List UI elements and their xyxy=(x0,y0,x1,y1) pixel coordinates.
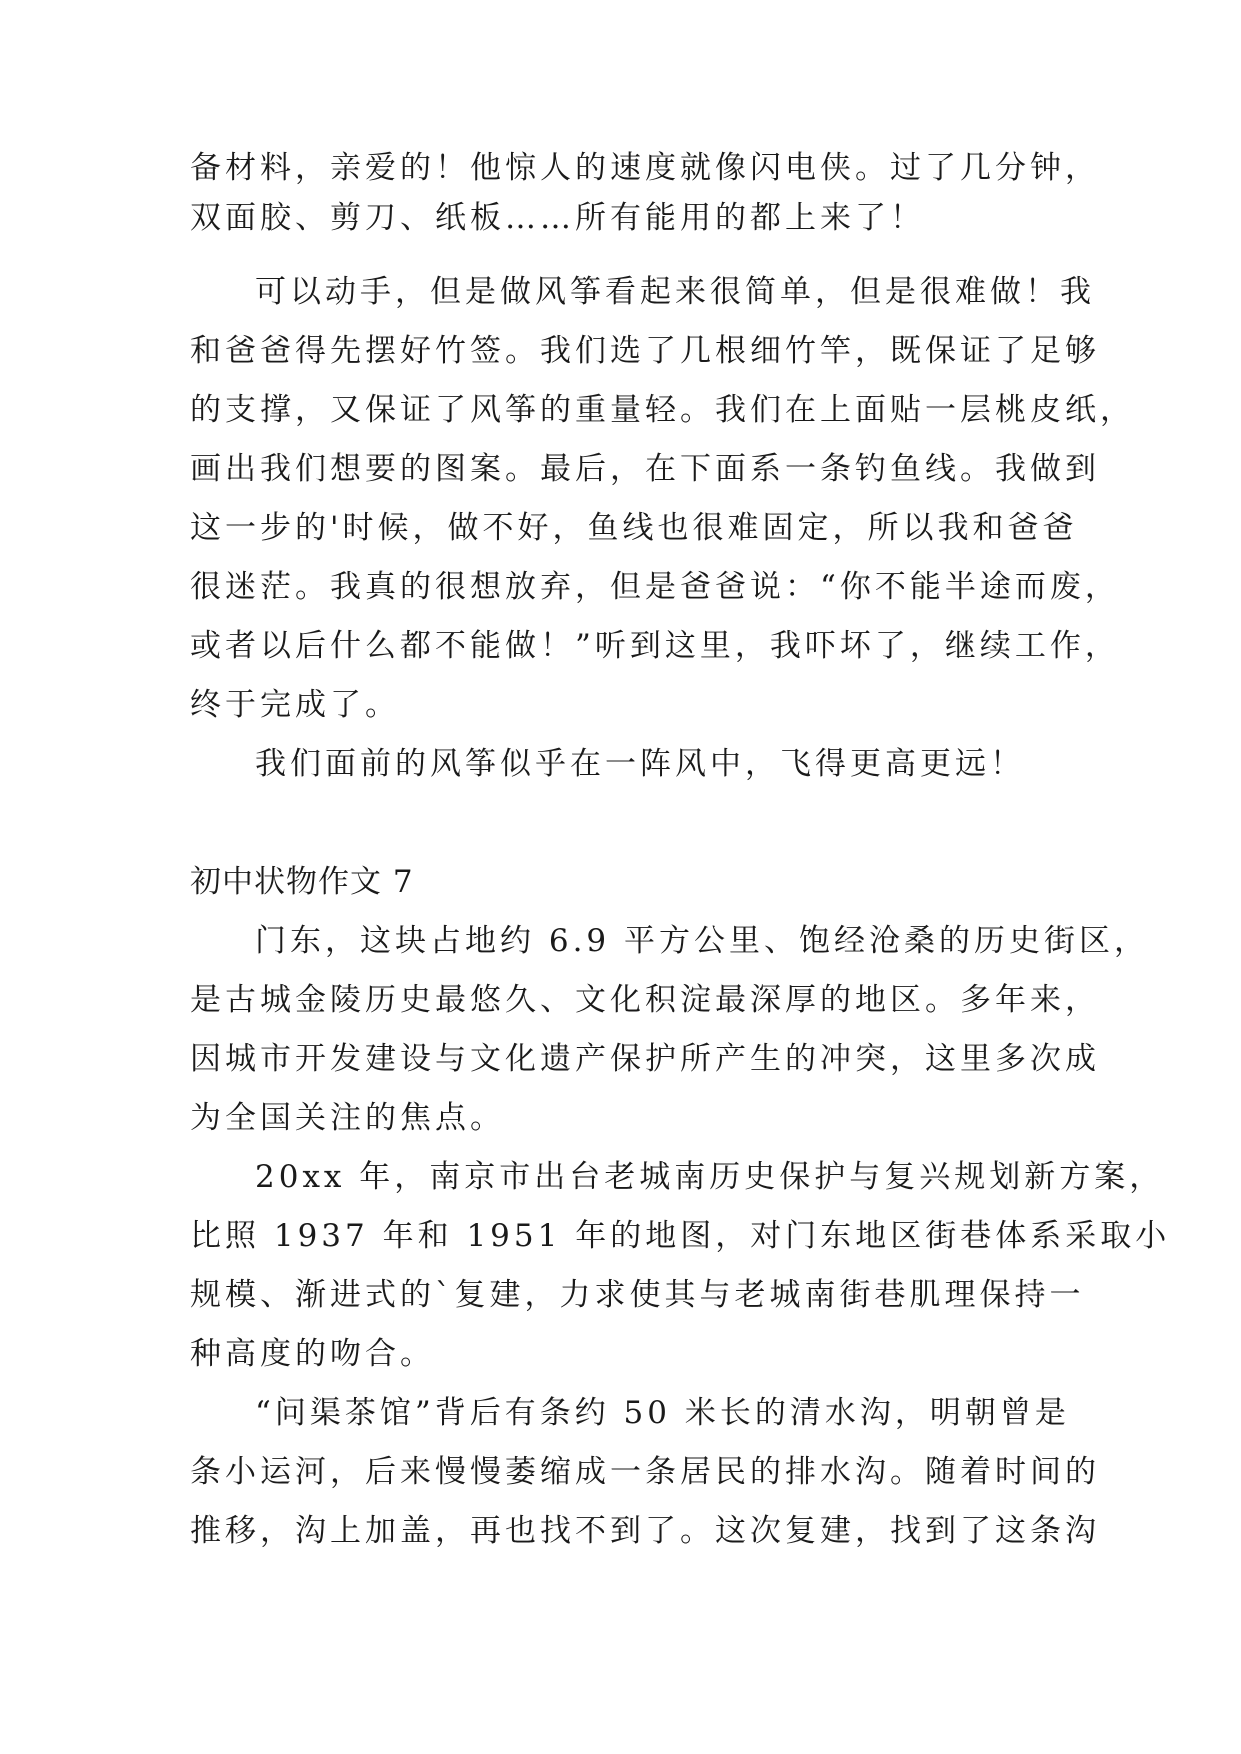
text-line: 画出我们想要的图案。最后，在下面系一条钓鱼线。我做到 xyxy=(190,451,1100,487)
text-line: 条小运河，后来慢慢萎缩成一条居民的排水沟。随着时间的 xyxy=(190,1454,1100,1490)
text-line: 和爸爸得先摆好竹签。我们选了几根细竹竿，既保证了足够 xyxy=(190,333,1100,369)
section-heading: 初中状物作文 7 xyxy=(190,864,414,900)
text-line: 规模、渐进式的`复建，力求使其与老城南街巷肌理保持一 xyxy=(190,1277,1085,1313)
text-line: 终于完成了。 xyxy=(190,687,400,723)
text-line: 或者以后什么都不能做！”听到这里，我吓坏了，继续工作， xyxy=(190,628,1120,664)
text-line: 推移，沟上加盖，再也找不到了。这次复建，找到了这条沟 xyxy=(190,1513,1100,1549)
text-line: “问渠茶馆”背后有条约 50 米长的清水沟，明朝曾是 xyxy=(255,1395,1070,1431)
text-line: 很迷茫。我真的很想放弃，但是爸爸说：“你不能半途而废， xyxy=(190,569,1120,605)
text-line: 的支撑，又保证了风筝的重量轻。我们在上面贴一层桃皮纸， xyxy=(190,392,1135,428)
text-line: 我们面前的风筝似乎在一阵风中，飞得更高更远！ xyxy=(255,746,1025,782)
text-line: 20xx 年，南京市出台老城南历史保护与复兴规划新方案， xyxy=(255,1159,1165,1195)
text-line: 门东，这块占地约 6.9 平方公里、饱经沧桑的历史街区， xyxy=(255,923,1150,959)
text-line: 备材料，亲爱的！他惊人的速度就像闪电侠。过了几分钟， xyxy=(190,150,1100,186)
text-line: 因城市开发建设与文化遗产保护所产生的冲突，这里多次成 xyxy=(190,1041,1100,1077)
text-line: 可以动手，但是做风筝看起来很简单，但是很难做！我 xyxy=(255,274,1095,310)
text-line: 种高度的吻合。 xyxy=(190,1336,435,1372)
text-line: 这一步的'时候，做不好，鱼线也很难固定，所以我和爸爸 xyxy=(190,510,1078,546)
text-line: 比照 1937 年和 1951 年的地图，对门东地区街巷体系采取小 xyxy=(190,1218,1171,1254)
text-line: 双面胶、剪刀、纸板……所有能用的都上来了！ xyxy=(190,200,925,236)
text-line: 是古城金陵历史最悠久、文化积淀最深厚的地区。多年来， xyxy=(190,982,1100,1018)
text-line: 为全国关注的焦点。 xyxy=(190,1100,505,1136)
